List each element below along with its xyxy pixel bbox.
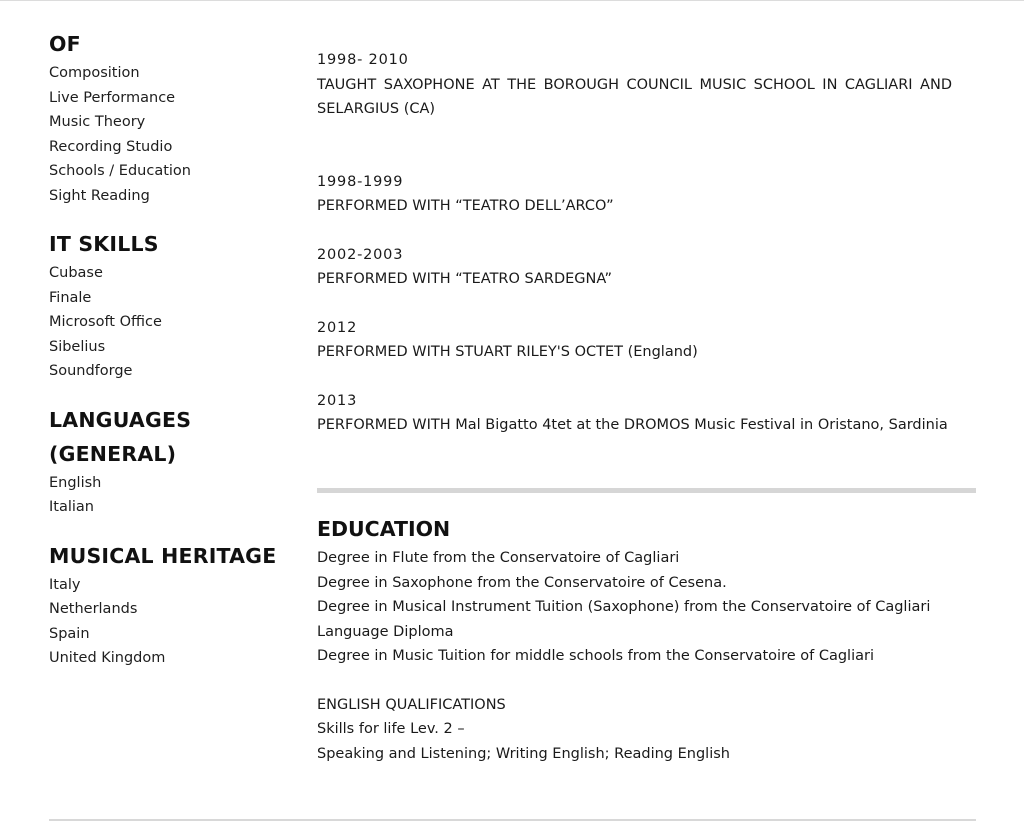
entry-date: 2002-2003 xyxy=(317,246,404,263)
list-item: Degree in Saxophone from the Conservatoire of Cesena. xyxy=(317,574,727,591)
education-section xyxy=(317,512,952,766)
experience-section xyxy=(317,48,952,462)
list-item: Degree in Musical Instrument Tuition (Saxophone) from the Conservatoire of Cagliari xyxy=(317,599,931,615)
list-item: Live Performance xyxy=(49,89,176,106)
sidebar xyxy=(49,27,289,690)
experience-entry xyxy=(317,243,952,292)
list-item: Sight Reading xyxy=(49,187,150,204)
list-item: Degree in Flute from the Conservatoire of Cagliari xyxy=(317,550,680,566)
section-heading: IT SKILLS xyxy=(49,232,159,256)
list-item: Italian xyxy=(49,499,94,515)
list-item: Sibelius xyxy=(49,338,106,355)
top-divider xyxy=(0,0,1024,1)
list-item: Recording Studio xyxy=(49,138,173,155)
qualifications-line: Speaking and Listening; Writing English; Reading English xyxy=(317,745,730,762)
list-item: United Kingdom xyxy=(49,650,166,666)
section-heading: LANGUAGES (GENERAL) xyxy=(49,407,192,466)
list-item: English xyxy=(49,474,102,491)
english-qualifications xyxy=(317,693,952,767)
it-skills-list xyxy=(49,261,289,384)
entry-date: 1998-1999 xyxy=(317,173,404,190)
education-list xyxy=(317,546,952,669)
experience-entry xyxy=(317,170,952,219)
experience-entry xyxy=(317,48,952,122)
sidebar-section-languages xyxy=(49,403,289,520)
entry-date: 2013 xyxy=(317,392,358,409)
list-item: Finale xyxy=(49,289,92,306)
entry-date: 1998- 2010 xyxy=(317,52,409,68)
entry-description: PERFORMED WITH “TEATRO DELL’ARCO” xyxy=(317,198,614,214)
list-item: Microsoft Office xyxy=(49,314,162,330)
list-item: Degree in Music Tuition for middle schools from the Conservatoire of Cagliari xyxy=(317,648,874,664)
sidebar-section-it-skills xyxy=(49,227,289,384)
experience-entry xyxy=(317,316,952,365)
entry-date: 2012 xyxy=(317,319,358,336)
qualifications-line: Skills for life Lev. 2 – xyxy=(317,721,465,737)
qualifications-title: ENGLISH QUALIFICATIONS xyxy=(317,696,506,713)
section-divider xyxy=(317,488,976,493)
entry-description: PERFORMED WITH Mal Bigatto 4tet at the DROMOS Music Festival in Oristano, Sardinia xyxy=(317,417,948,433)
list-item: Music Theory xyxy=(49,114,146,130)
skills-list xyxy=(49,61,289,208)
list-item: Soundforge xyxy=(49,363,133,379)
entry-description: PERFORMED WITH “TEATRO SARDEGNA” xyxy=(317,271,613,287)
experience-entry xyxy=(317,389,952,438)
sidebar-section-of xyxy=(49,27,289,208)
list-item: Language Diploma xyxy=(317,623,454,640)
languages-list xyxy=(49,471,289,520)
list-item: Composition xyxy=(49,65,140,81)
list-item: Cubase xyxy=(49,265,103,281)
list-item: Italy xyxy=(49,576,81,593)
heritage-list xyxy=(49,573,289,671)
list-item: Netherlands xyxy=(49,601,138,617)
section-heading: OF xyxy=(49,32,81,56)
section-heading: MUSICAL HERITAGE xyxy=(49,543,277,568)
education-heading: EDUCATION xyxy=(317,517,451,541)
list-item: Schools / Education xyxy=(49,163,191,179)
bottom-divider xyxy=(49,819,976,821)
list-item: Spain xyxy=(49,625,90,642)
entry-description: TAUGHT SAXOPHONE AT THE BOROUGH COUNCIL MUSIC SCHOOL IN CAGLIARI AND SELARGIUS (CA) xyxy=(317,76,952,117)
entry-description: PERFORMED WITH STUART RILEY'S OCTET (England) xyxy=(317,344,698,360)
sidebar-section-heritage xyxy=(49,539,289,671)
